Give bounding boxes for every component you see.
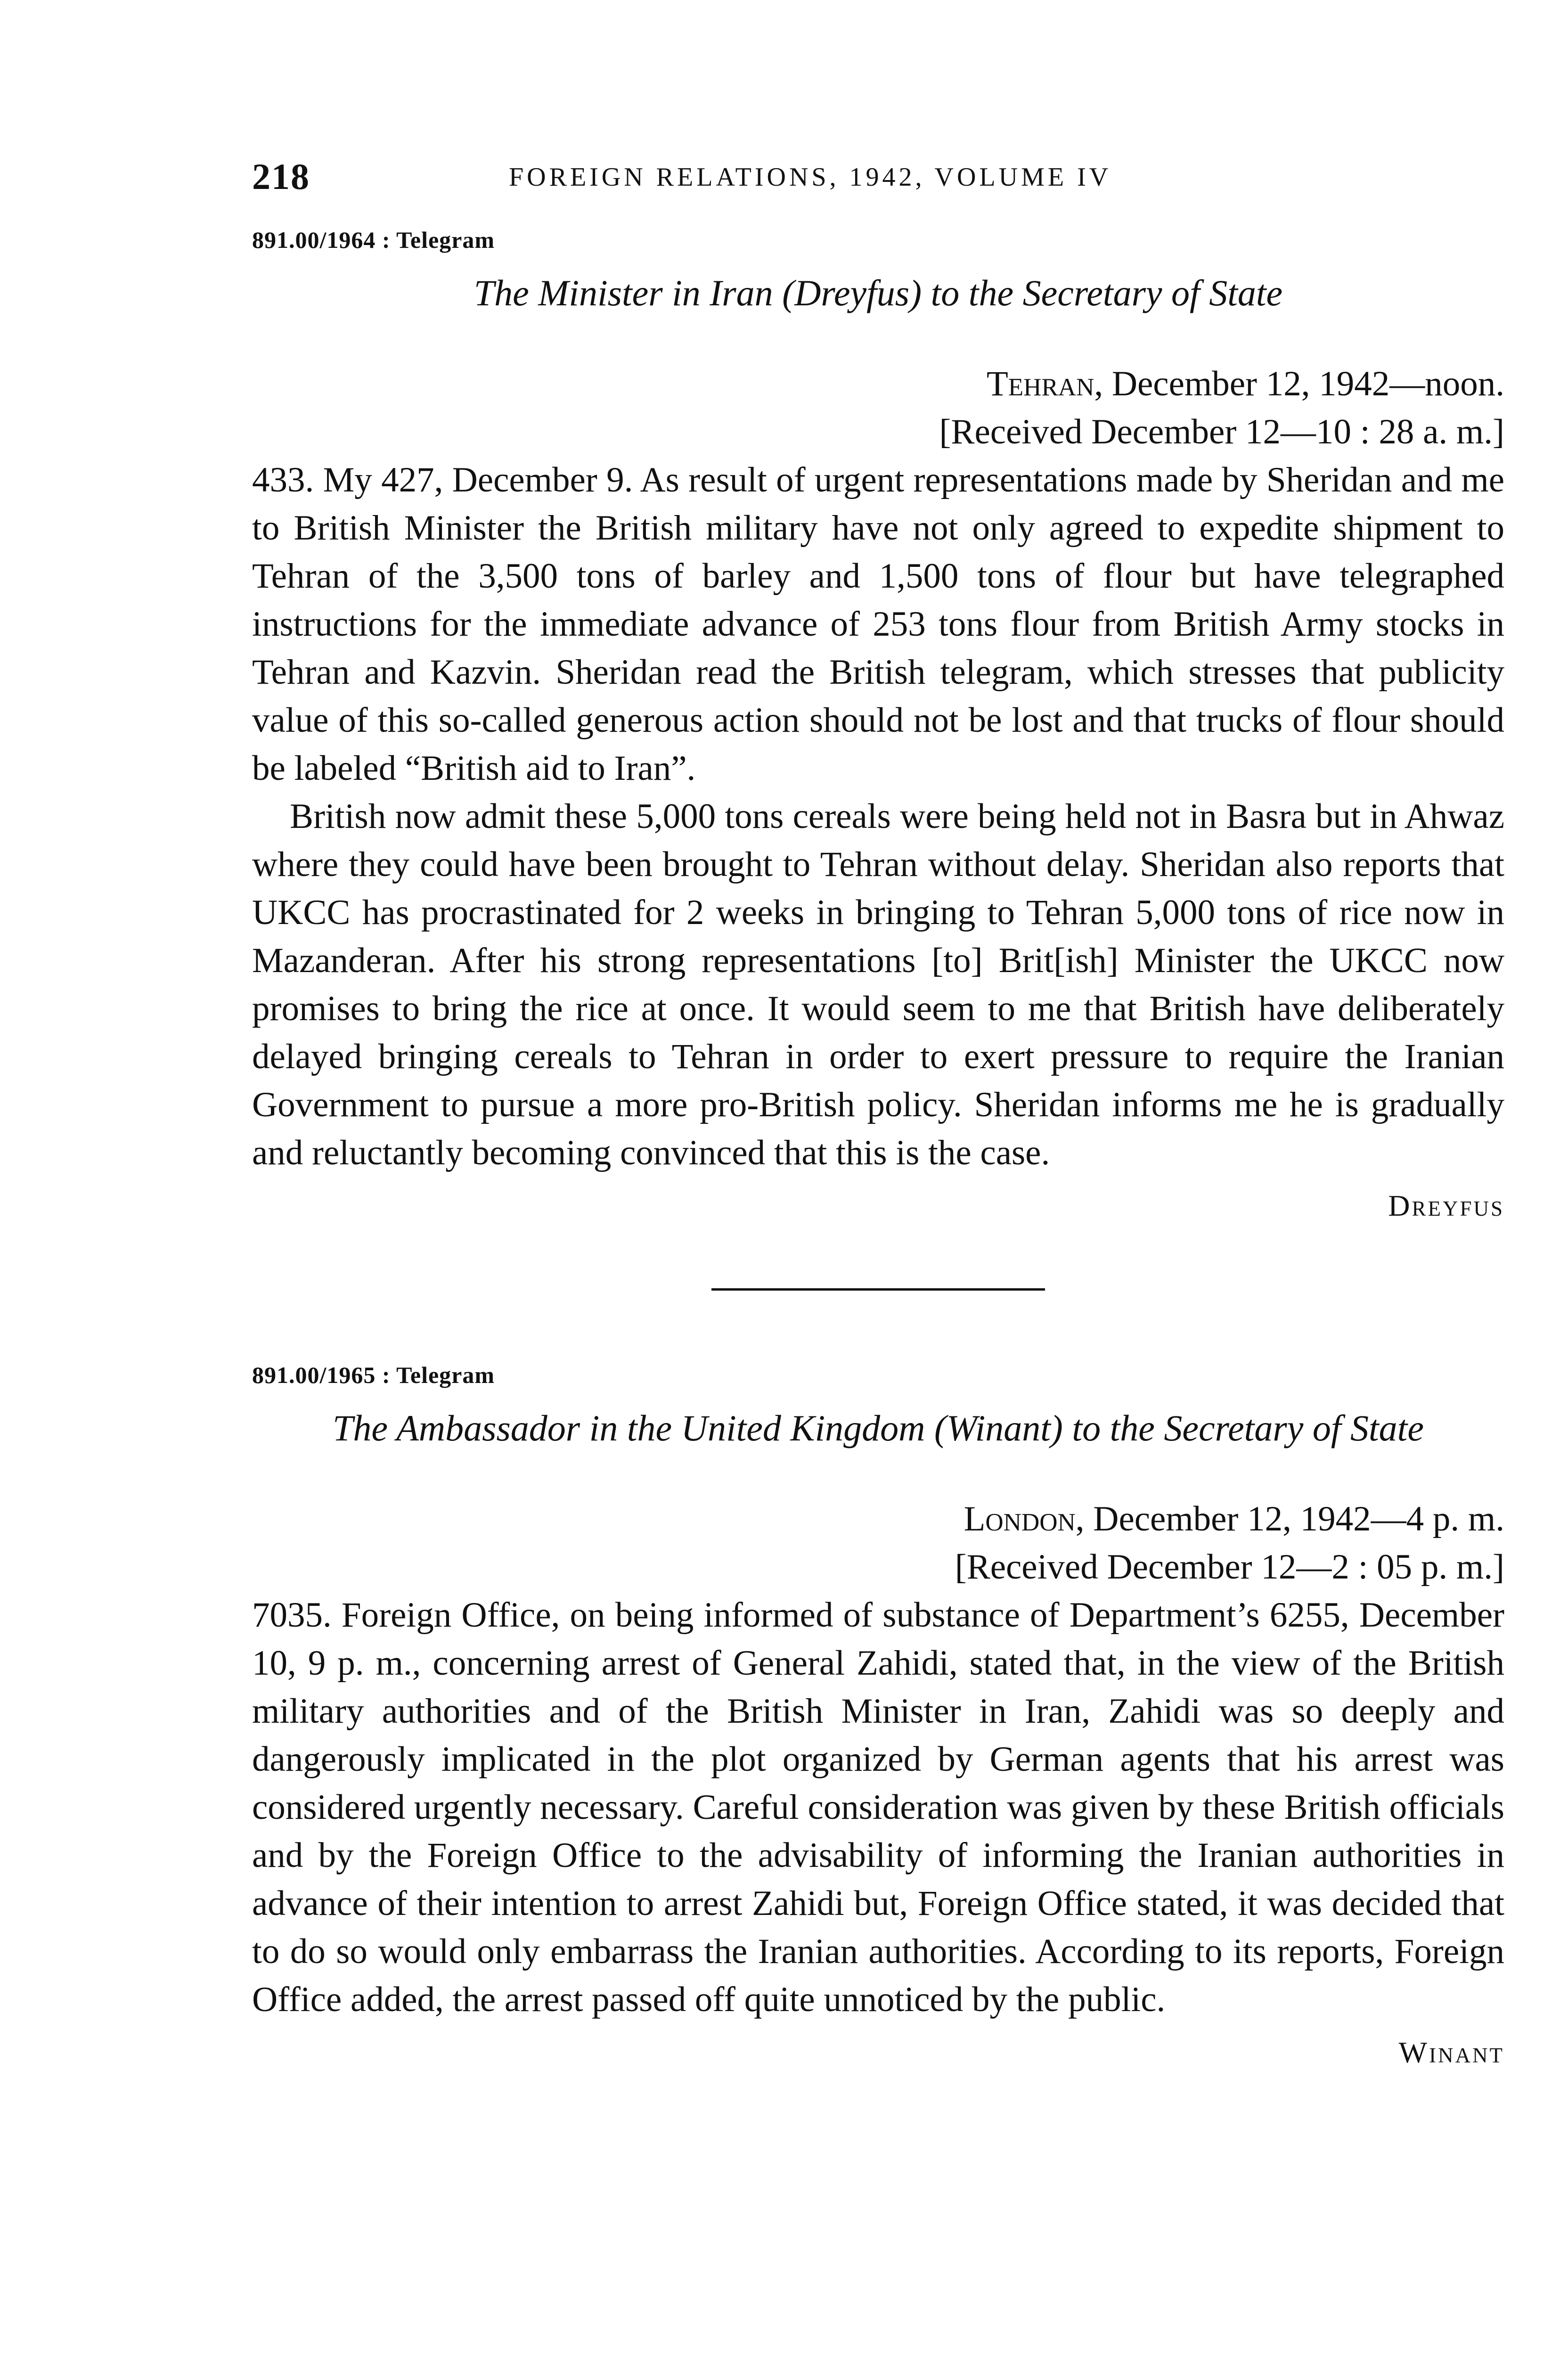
running-title: FOREIGN RELATIONS, 1942, VOLUME IV [509, 163, 1112, 192]
dateline-date: , December 12, 1942—noon. [1094, 364, 1504, 403]
dateline-place: London [964, 1499, 1076, 1538]
dateline-place: Tehran [986, 364, 1094, 403]
document-page [252, 155, 1504, 2077]
signature: Winant [1398, 2036, 1504, 2069]
document-title: The Minister in Iran (Dreyfus) to the Secretary of State [474, 272, 1283, 313]
telegram-winant [252, 1361, 1504, 2077]
signature: Dreyfus [1388, 1189, 1504, 1222]
received-line: [Received December 12—2 : 05 p. m.] [955, 1547, 1504, 1587]
running-header [252, 155, 1504, 201]
body-paragraph: 7035. Foreign Office, on being informed of substance of Department’s 6255, December 10, 9 p. m., concerning arrest of General Zahidi, stated that, in the view of the British military authorities and of the British Minister in Iran, Zahidi was so deeply and dangerously implicated in the plot organized by German agents that his arrest was considered urgently necessary. Careful consideration was given by these British officials and by the Foreign Office to the advisability of informing the Iranian authorities in advance of their intention to arrest Zahidi but, Foreign Office stated, it was decided that to do so would only embarrass the Iranian authorities. According to its reports, Foreign Office added, the arrest passed off quite unnoticed by the public. [252, 1595, 1504, 2019]
received-line: [Received December 12—10 : 28 a. m.] [939, 412, 1504, 451]
file-reference: 891.00/1964 : Telegram [252, 227, 495, 253]
file-reference: 891.00/1965 : Telegram [252, 1362, 495, 1388]
body-paragraph: 433. My 427, December 9. As result of urgent representations made by Sheridan and me to British Minister the British military have not only agreed to expedite shipment to Tehran of the 3,500 tons of barley and 1,500 tons of flour but have telegraphed instructions for the immediate advance of 253 tons flour from British Army stocks in Tehran and Kazvin. Sheridan read the British telegram, which stresses that publicity value of this so-called generous action should not be lost and that trucks of flour should be labeled “British aid to Iran”. [252, 460, 1504, 788]
telegram-dreyfus [252, 226, 1504, 1230]
body-paragraph: British now admit these 5,000 tons cereals were being held not in Basra but in Ahwaz where they could have been brought to Tehran without delay. Sheridan also reports that UKCC has procrastinated for 2 weeks in bringing to Tehran 5,000 tons of rice now in Mazanderan. After his strong representations [to] Brit[ish] Minister the UKCC now promises to bring the rice at once. It would seem to me that British have deliberately delayed bringing cereals to Tehran in order to exert pressure to require the Iranian Government to pursue a more pro-British policy. Sheridan informs me he is gradually and reluctantly becoming convinced that this is the case. [252, 797, 1504, 1172]
dateline [252, 1495, 1504, 1543]
dateline-date: , December 12, 1942—4 p. m. [1075, 1499, 1504, 1538]
dateline [252, 360, 1504, 408]
document-title: The Ambassador in the United Kingdom (Winant) to the Secretary of State [333, 1407, 1424, 1448]
section-divider [711, 1288, 1045, 1291]
page-number: 218 [252, 156, 310, 197]
